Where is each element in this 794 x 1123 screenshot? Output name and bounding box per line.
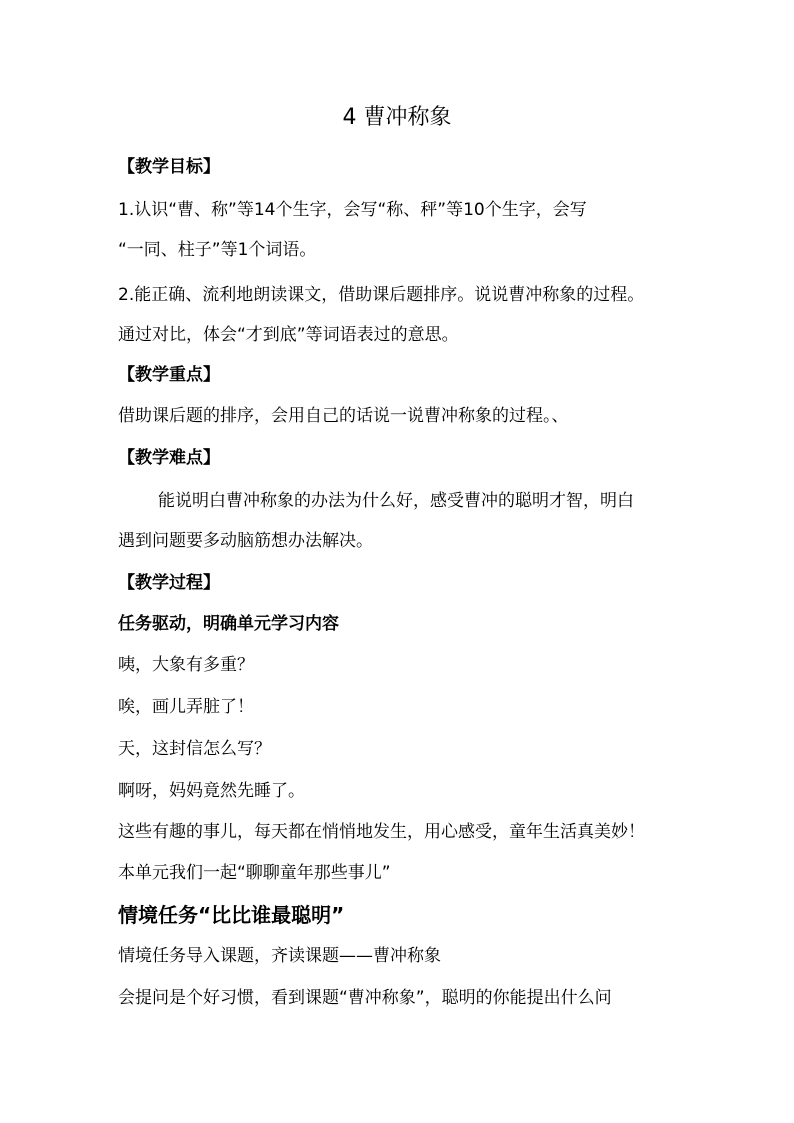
exclamation-2: 唉，画儿弄脏了！ <box>118 697 254 717</box>
question-line-text: 会提问是个好习惯，看到课题“曹冲称象”，聪明的你能提出什么问 <box>118 988 612 1008</box>
section-heading-teaching-goals: 【教学目标】 <box>118 157 220 177</box>
goal-2-line-1: 2.能正确、流利地朗读课文，借助课后题排序。说说曹冲称象的过程。 <box>118 285 645 305</box>
task-heading: 任务驱动，明确单元学习内容 <box>118 614 339 634</box>
section-heading-difficulties: 【教学难点】 <box>118 448 220 468</box>
key-points-text: 借助课后题的排序，会用自己的话说一说曹冲称象的过程。、 <box>118 406 569 426</box>
summary-text: 这些有趣的事儿，每天都在悄悄地发生，用心感受，童年生活真美妙！ <box>118 822 645 842</box>
exclamation-4: 啊呀，妈妈竟然先睡了。 <box>118 781 305 801</box>
exclamation-1: 咦，大象有多重？ <box>118 655 254 675</box>
goal-1-line-2: “一同、柱子”等1个词语。 <box>118 240 317 260</box>
scenario-heading: 情境任务“比比谁最聪明” <box>118 903 345 927</box>
goal-2-line-2: 通过对比，体会“才到底”等词语表过的意思。 <box>118 325 459 345</box>
difficulties-line-2: 遇到问题要多动脑筋想办法解决。 <box>118 531 373 551</box>
unit-intro-text: 本单元我们一起“聊聊童年那些事儿” <box>118 863 391 883</box>
difficulties-line-1: 能说明白曹冲称象的办法为什么好，感受曹冲的聪明才智，明白 <box>158 491 634 511</box>
section-heading-key-points: 【教学重点】 <box>118 365 220 385</box>
scenario-intro-text: 情境任务导入课题，齐读课题——曹冲称象 <box>118 946 441 966</box>
exclamation-3: 天，这封信怎么写？ <box>118 739 271 759</box>
section-heading-teaching-process: 【教学过程】 <box>118 573 220 593</box>
goal-1-line-1: 1.认识“曹、称”等14个生字，会写“称、秤”等10个生字，会写 <box>118 200 587 220</box>
document-title: 4 曹冲称象 <box>342 105 452 130</box>
